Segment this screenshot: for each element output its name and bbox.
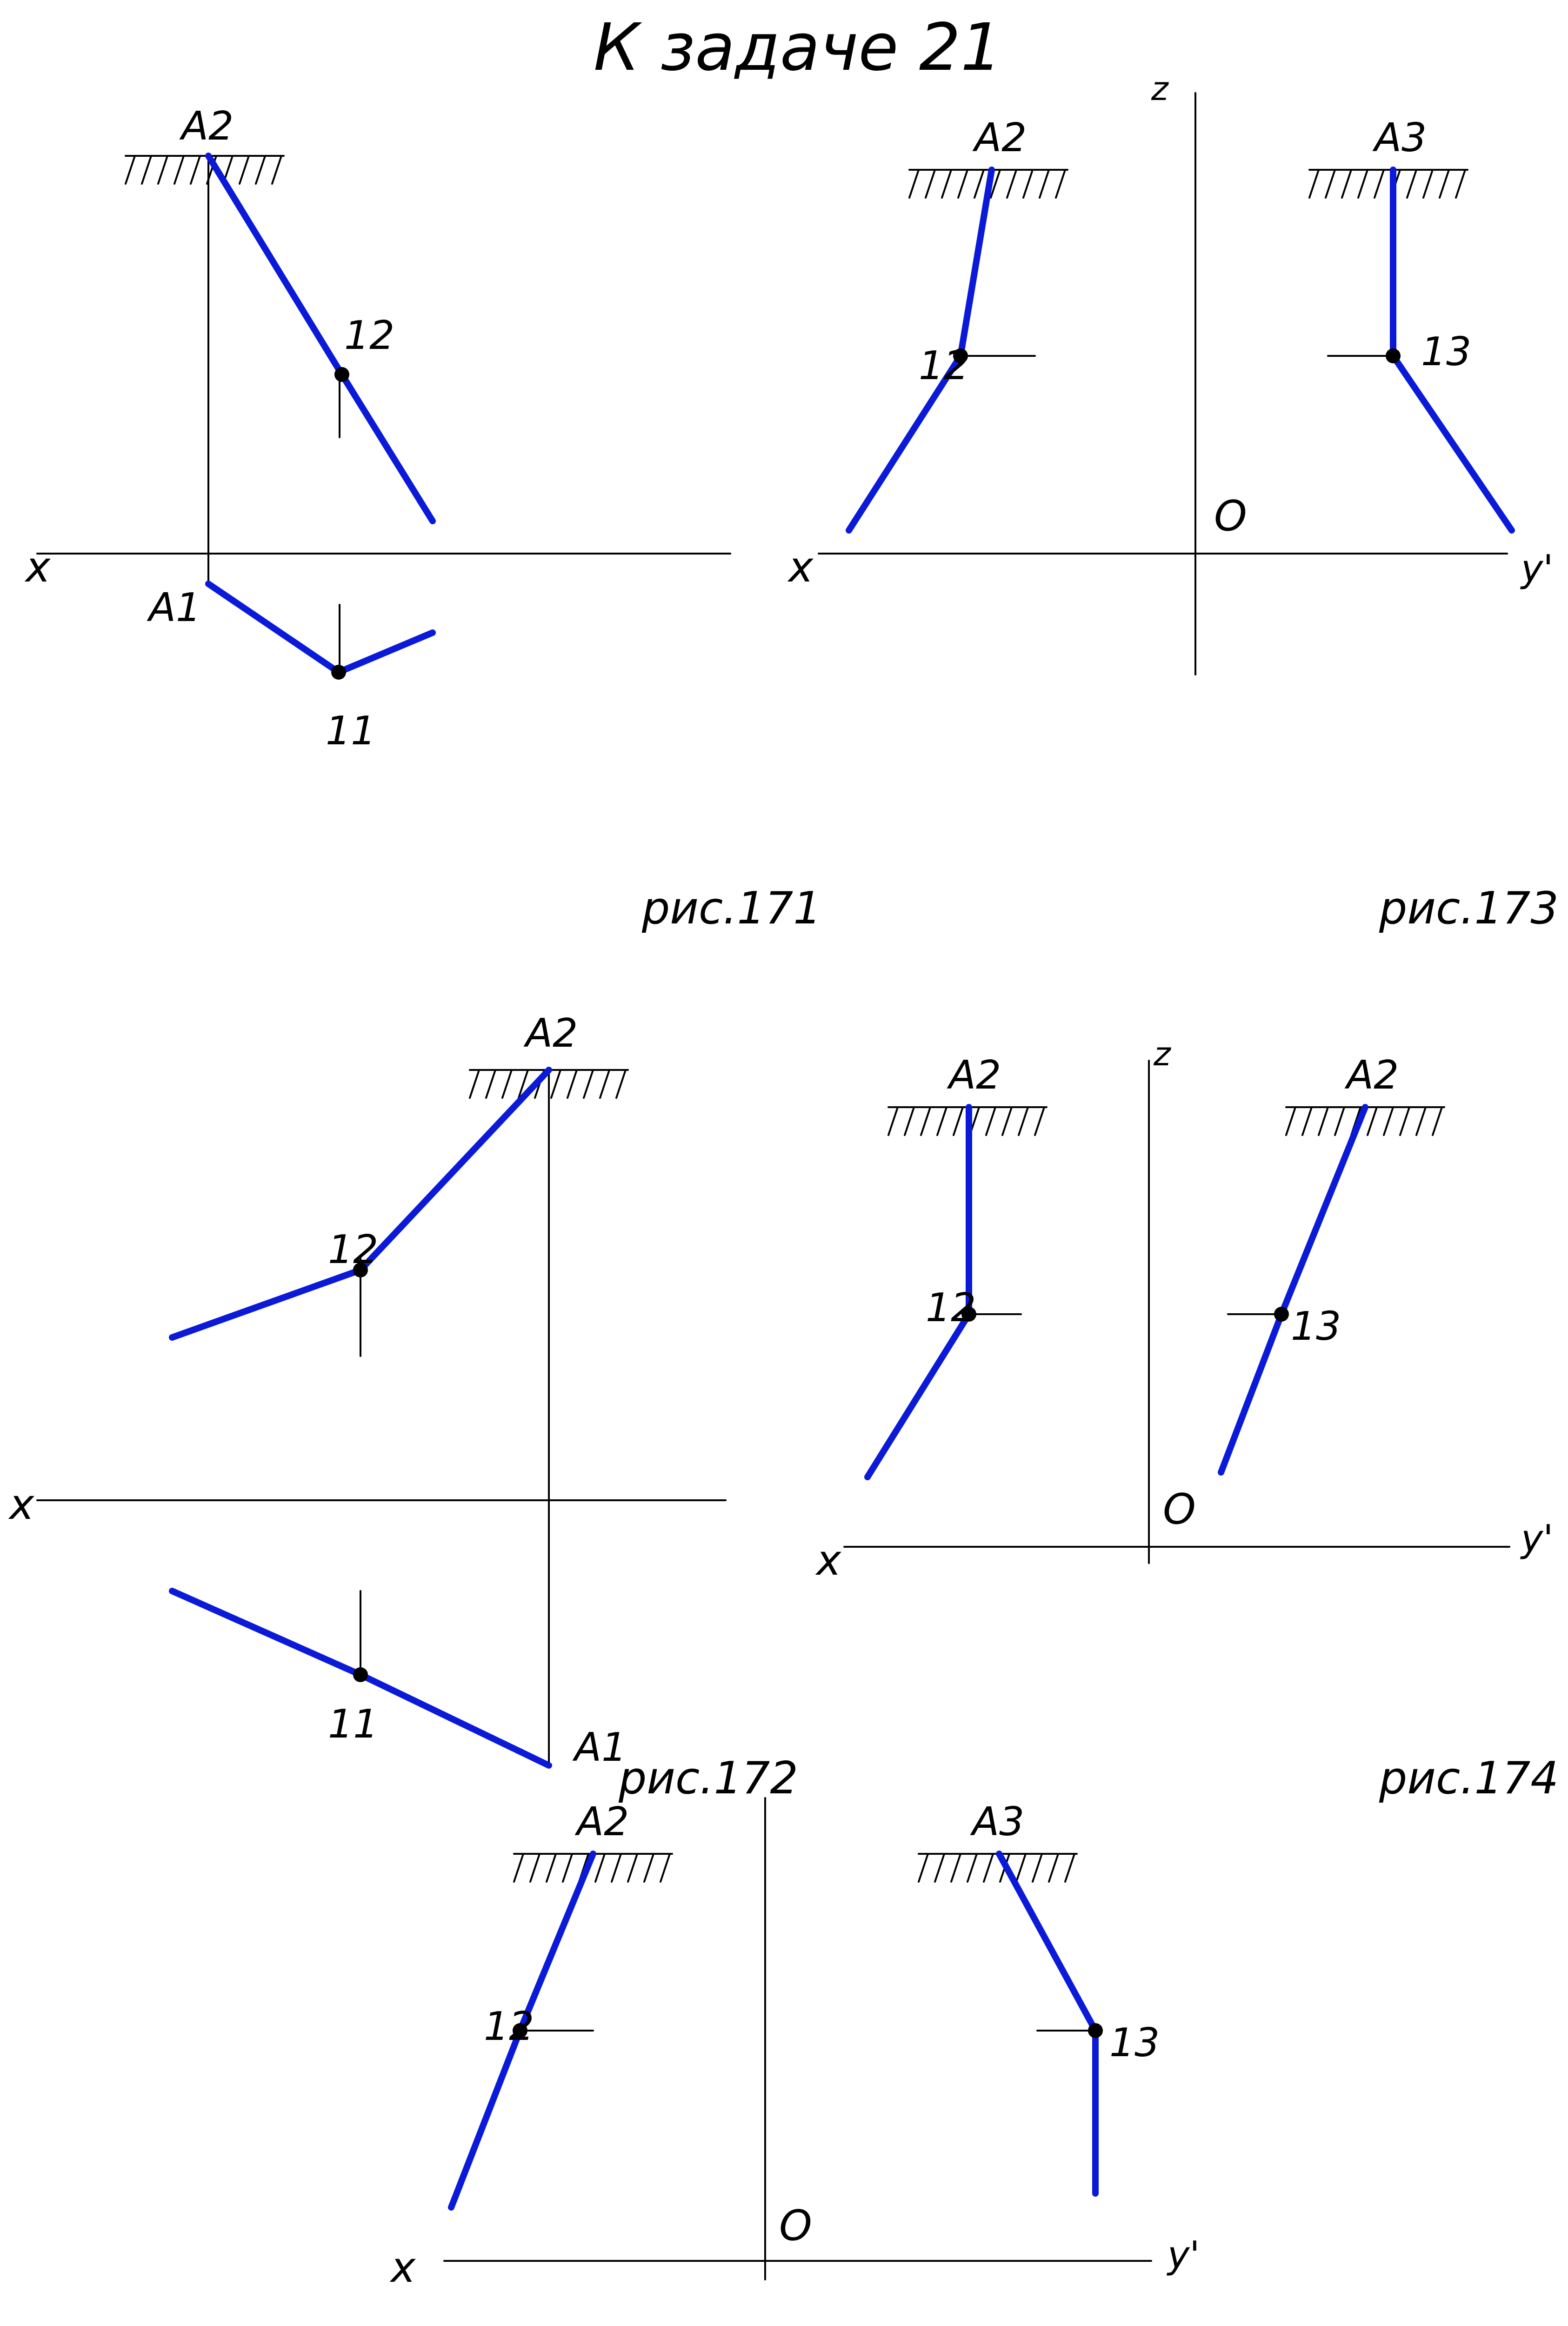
point-1-1 [353, 1667, 368, 1682]
horizontal-projection [208, 584, 433, 672]
label-a2: A2 [526, 1010, 578, 1056]
caption: рис.171 [642, 883, 821, 934]
y-axis-label: y' [1168, 2233, 1200, 2277]
point-1-3 [1274, 1307, 1289, 1322]
label-1-3: 13 [1291, 1303, 1341, 1350]
y-axis-label: y' [1521, 547, 1554, 590]
x-axis-label: x [788, 543, 814, 592]
label-a3: A3 [972, 1799, 1025, 1845]
caption: рис.173 [1379, 883, 1559, 934]
caption: рис.174 [1379, 1753, 1559, 1804]
label-a2: A2 [974, 115, 1027, 161]
figure-173 [787, 70, 1559, 934]
figure-171 [24, 103, 821, 934]
label-1-3: 13 [1421, 329, 1472, 375]
figure-175 [389, 1798, 1200, 2326]
label-a2: A2 [181, 103, 234, 149]
label-1-1: 11 [328, 1701, 379, 1747]
label-1-2: 12 [344, 313, 395, 359]
label-1-1: 11 [326, 708, 376, 754]
figure-174 [815, 1035, 1559, 1804]
label-1-2: 12 [926, 1285, 976, 1331]
origin-label: O [779, 2201, 812, 2250]
origin-label: O [1163, 1485, 1196, 1534]
profile-projection [999, 1854, 1095, 2193]
caption: рис.172 [619, 1753, 798, 1804]
origin-label: O [1214, 492, 1247, 541]
profile-projection [1221, 1107, 1365, 1472]
z-axis-label: z [1151, 70, 1168, 108]
point-1-2 [334, 367, 349, 382]
support-hatch [126, 156, 284, 184]
label-a3: A3 [1375, 115, 1427, 161]
label-1-2: 12 [919, 343, 969, 389]
frontal-projection [208, 156, 433, 521]
label-1-3: 13 [1109, 2020, 1160, 2066]
label-1-2: 12 [484, 2004, 534, 2050]
label-a1: A1 [149, 585, 201, 631]
label-a2: A2 [577, 1799, 629, 1845]
x-axis-label: x [391, 2243, 416, 2292]
point-1-3 [1088, 2023, 1103, 2038]
label-1-2: 12 [328, 1227, 379, 1273]
sheet-title: К задаче 21 [593, 10, 1002, 86]
point-1-1 [331, 665, 346, 680]
z-axis-label: z [1154, 1035, 1171, 1073]
figure-172 [8, 1010, 798, 1804]
point-1-3 [1386, 348, 1401, 363]
x-axis-label: x [816, 1536, 841, 1585]
x-axis-label: x [9, 1480, 34, 1529]
label-a2-second: A2 [1347, 1052, 1399, 1098]
label-a1: A1 [574, 1724, 627, 1771]
support-hatch-right [1309, 170, 1468, 198]
label-a2: A2 [949, 1052, 1001, 1098]
x-axis-label: x [26, 543, 51, 592]
y-axis-label: y' [1521, 1517, 1554, 1560]
